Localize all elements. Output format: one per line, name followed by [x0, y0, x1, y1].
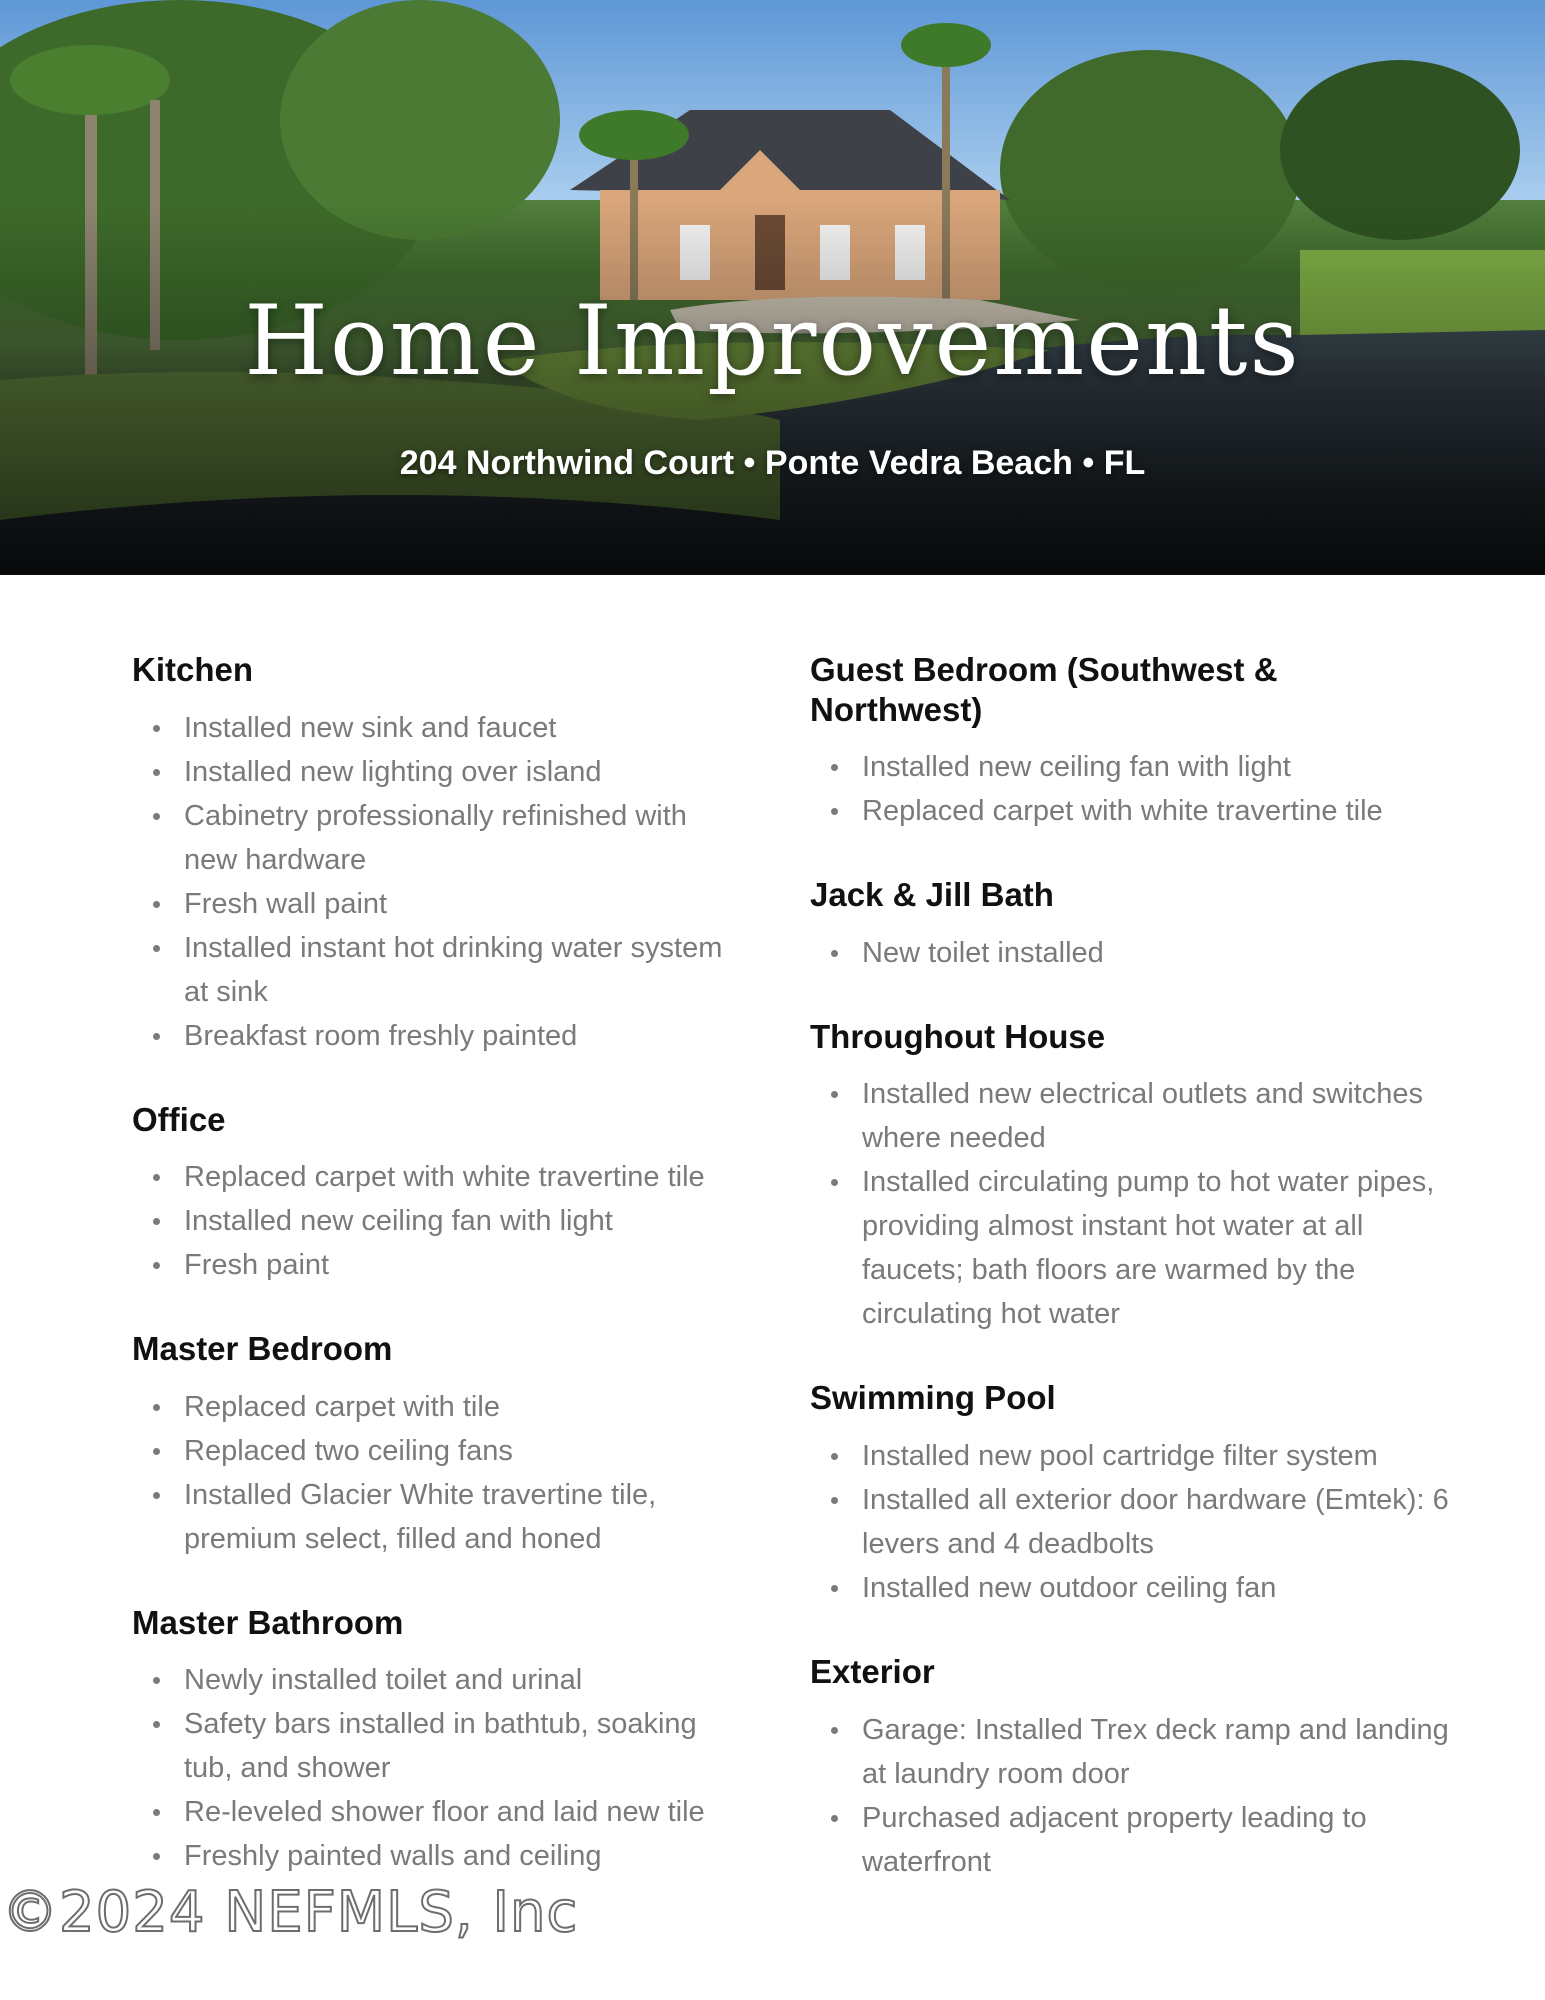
list-item: Installed instant hot drinking water system at sink	[132, 926, 732, 1014]
list-item: Replaced carpet with white travertine tile	[810, 789, 1450, 833]
list-item: Replaced two ceiling fans	[132, 1429, 732, 1473]
list-item: Breakfast room freshly painted	[132, 1014, 732, 1058]
improvement-list	[810, 1072, 1450, 1336]
section-guest-bedroom	[810, 650, 1450, 833]
improvement-list	[810, 1708, 1450, 1884]
section-heading: Master Bathroom	[132, 1603, 404, 1641]
page-title: Home Improvements	[244, 285, 1301, 397]
list-item: Installed new electrical outlets and switches where needed	[810, 1072, 1450, 1160]
section-heading: Office	[132, 1100, 226, 1138]
improvement-list	[132, 706, 732, 1058]
list-item: Installed new pool cartridge filter system	[810, 1434, 1450, 1478]
list-item: Installed new ceiling fan with light	[132, 1199, 732, 1243]
list-item: Cabinetry professionally refinished with new hardware	[132, 794, 732, 882]
improvement-list	[810, 745, 1450, 833]
improvement-list	[810, 931, 1450, 975]
section-kitchen	[132, 650, 732, 1058]
section-office	[132, 1100, 732, 1288]
section-exterior	[810, 1652, 1450, 1884]
list-item: Freshly painted walls and ceiling	[132, 1834, 732, 1878]
list-item: Fresh wall paint	[132, 882, 732, 926]
list-item: Installed new ceiling fan with light	[810, 745, 1450, 789]
section-heading: Jack & Jill Bath	[810, 876, 1054, 914]
property-address: 204 Northwind Court • Ponte Vedra Beach • FL	[399, 444, 1146, 482]
copyright-watermark: ©2024 NEFMLS, Inc	[2, 1880, 579, 1945]
section-master-bedroom	[132, 1329, 732, 1561]
section-heading: Swimming Pool	[810, 1379, 1056, 1417]
section-heading: Master Bedroom	[132, 1330, 393, 1368]
section-heading: Exterior	[810, 1652, 935, 1690]
list-item: Installed new lighting over island	[132, 750, 732, 794]
section-master-bathroom	[132, 1603, 732, 1879]
improvement-list	[132, 1155, 732, 1287]
list-item: Replaced carpet with white travertine tile	[132, 1155, 732, 1199]
section-heading: Guest Bedroom (Southwest & Northwest)	[810, 651, 1278, 728]
list-item: Purchased adjacent property leading to waterfront	[810, 1796, 1450, 1884]
list-item: Installed Glacier White travertine tile, premium select, filled and honed	[132, 1473, 732, 1561]
list-item: Newly installed toilet and urinal	[132, 1658, 732, 1702]
list-item: New toilet installed	[810, 931, 1450, 975]
section-throughout-house	[810, 1017, 1450, 1337]
improvement-list	[810, 1434, 1450, 1610]
section-heading: Throughout House	[810, 1017, 1106, 1055]
list-item: Installed new sink and faucet	[132, 706, 732, 750]
list-item: Installed circulating pump to hot water pipes, providing almost instant hot water at all faucets; bath floors are warmed by the circulating hot water	[810, 1160, 1450, 1336]
section-heading: Kitchen	[132, 651, 254, 688]
left-column	[132, 650, 732, 1920]
section-jack-jill-bath	[810, 875, 1450, 975]
section-swimming-pool	[810, 1378, 1450, 1610]
list-item: Garage: Installed Trex deck ramp and landing at laundry room door	[810, 1708, 1450, 1796]
list-item: Safety bars installed in bathtub, soaking tub, and shower	[132, 1702, 732, 1790]
improvement-list	[132, 1658, 732, 1878]
list-item: Replaced carpet with tile	[132, 1385, 732, 1429]
list-item: Fresh paint	[132, 1243, 732, 1287]
list-item: Installed new outdoor ceiling fan	[810, 1566, 1450, 1610]
list-item: Installed all exterior door hardware (Emtek): 6 levers and 4 deadbolts	[810, 1478, 1450, 1566]
improvement-list	[132, 1385, 732, 1561]
list-item: Re-leveled shower floor and laid new tile	[132, 1790, 732, 1834]
right-column	[810, 650, 1450, 1926]
hero-banner	[0, 0, 1545, 575]
